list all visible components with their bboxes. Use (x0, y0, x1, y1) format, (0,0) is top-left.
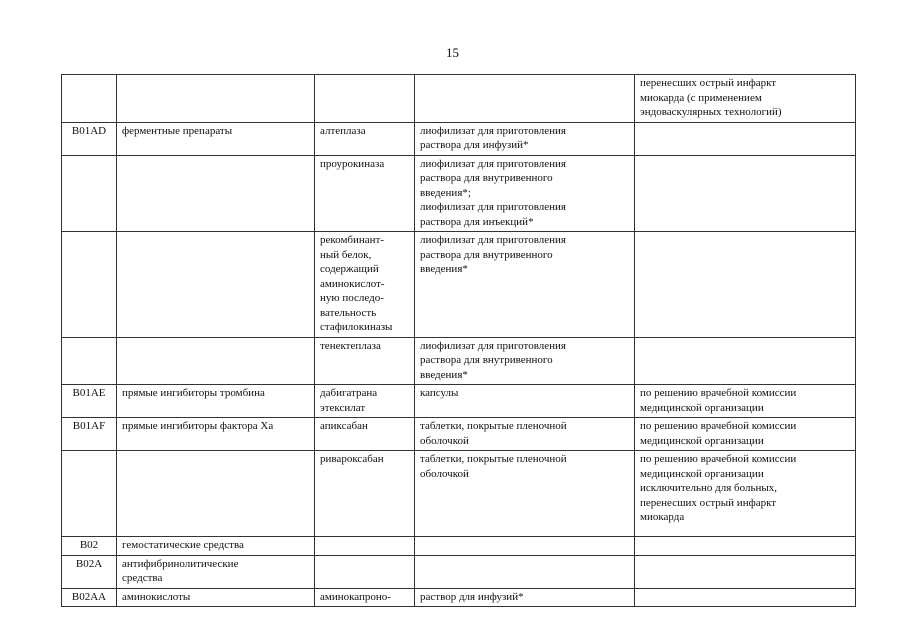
group-cell (117, 75, 315, 123)
form-cell (415, 75, 635, 123)
drug-cell: аминокапроно- (315, 588, 415, 607)
table-row (62, 588, 856, 607)
drug-cell: алтеплаза (315, 122, 415, 155)
note-cell (635, 555, 856, 588)
atc-code-cell (62, 155, 117, 232)
form-cell: таблетки, покрытые пленочной оболочкой (415, 418, 635, 451)
note-cell (635, 232, 856, 338)
table-row (62, 337, 856, 385)
atc-code-cell (62, 232, 117, 338)
table-row (62, 537, 856, 556)
note-cell (635, 588, 856, 607)
table-row (62, 385, 856, 418)
form-cell: таблетки, покрытые пленочной оболочкой (415, 451, 635, 537)
drug-cell: апиксабан (315, 418, 415, 451)
medication-table (61, 74, 856, 607)
atc-code-cell (62, 75, 117, 123)
drug-cell: дабигатрана этексилат (315, 385, 415, 418)
note-cell: по решению врачебной комиссии медицинской организации (635, 418, 856, 451)
group-cell (117, 451, 315, 537)
atc-code-cell: B02AA (62, 588, 117, 607)
atc-code-cell: B01AD (62, 122, 117, 155)
note-cell (635, 537, 856, 556)
atc-code-cell (62, 451, 117, 537)
table-row (62, 155, 856, 232)
table-row (62, 555, 856, 588)
table-row (62, 451, 856, 537)
atc-code-cell: B02A (62, 555, 117, 588)
table-row (62, 418, 856, 451)
group-cell (117, 155, 315, 232)
drug-cell: ривароксабан (315, 451, 415, 537)
group-cell: антифибринолитические средства (117, 555, 315, 588)
drug-cell: тенектеплаза (315, 337, 415, 385)
form-cell (415, 555, 635, 588)
page-number: 15 (446, 45, 459, 60)
note-cell (635, 337, 856, 385)
drug-cell (315, 537, 415, 556)
atc-code-cell (62, 337, 117, 385)
group-cell: гемостатические средства (117, 537, 315, 556)
note-cell: по решению врачебной комиссии медицинской организации исключительно для больных, перенесших острый инфаркт миокарда (635, 451, 856, 537)
note-cell (635, 122, 856, 155)
group-cell: прямые ингибиторы фактора Xa (117, 418, 315, 451)
group-cell (117, 337, 315, 385)
form-cell: лиофилизат для приготовления раствора для инфузий* (415, 122, 635, 155)
drug-cell (315, 75, 415, 123)
note-cell: перенесших острый инфаркт миокарда (с применением эндоваскулярных технологий) (635, 75, 856, 123)
group-cell: ферментные препараты (117, 122, 315, 155)
group-cell: аминокислоты (117, 588, 315, 607)
drug-cell: проурокиназа (315, 155, 415, 232)
atc-code-cell: B01AF (62, 418, 117, 451)
form-cell: капсулы (415, 385, 635, 418)
form-cell: лиофилизат для приготовления раствора для внутривенного введения* (415, 337, 635, 385)
form-cell: лиофилизат для приготовления раствора для внутривенного введения* (415, 232, 635, 338)
group-cell (117, 232, 315, 338)
atc-code-cell: B02 (62, 537, 117, 556)
table-row (62, 232, 856, 338)
atc-code-cell: B01AE (62, 385, 117, 418)
form-cell: раствор для инфузий* (415, 588, 635, 607)
table-row (62, 75, 856, 123)
note-cell: по решению врачебной комиссии медицинской организации (635, 385, 856, 418)
form-cell: лиофилизат для приготовления раствора для внутривенного введения*; лиофилизат для приготовления раствора для инъекций* (415, 155, 635, 232)
note-cell (635, 155, 856, 232)
drug-cell: рекомбинант- ный белок, содержащий аминокислот- ную последо- вательность стафилокиназы (315, 232, 415, 338)
table-row (62, 122, 856, 155)
form-cell (415, 537, 635, 556)
drug-cell (315, 555, 415, 588)
group-cell: прямые ингибиторы тромбина (117, 385, 315, 418)
